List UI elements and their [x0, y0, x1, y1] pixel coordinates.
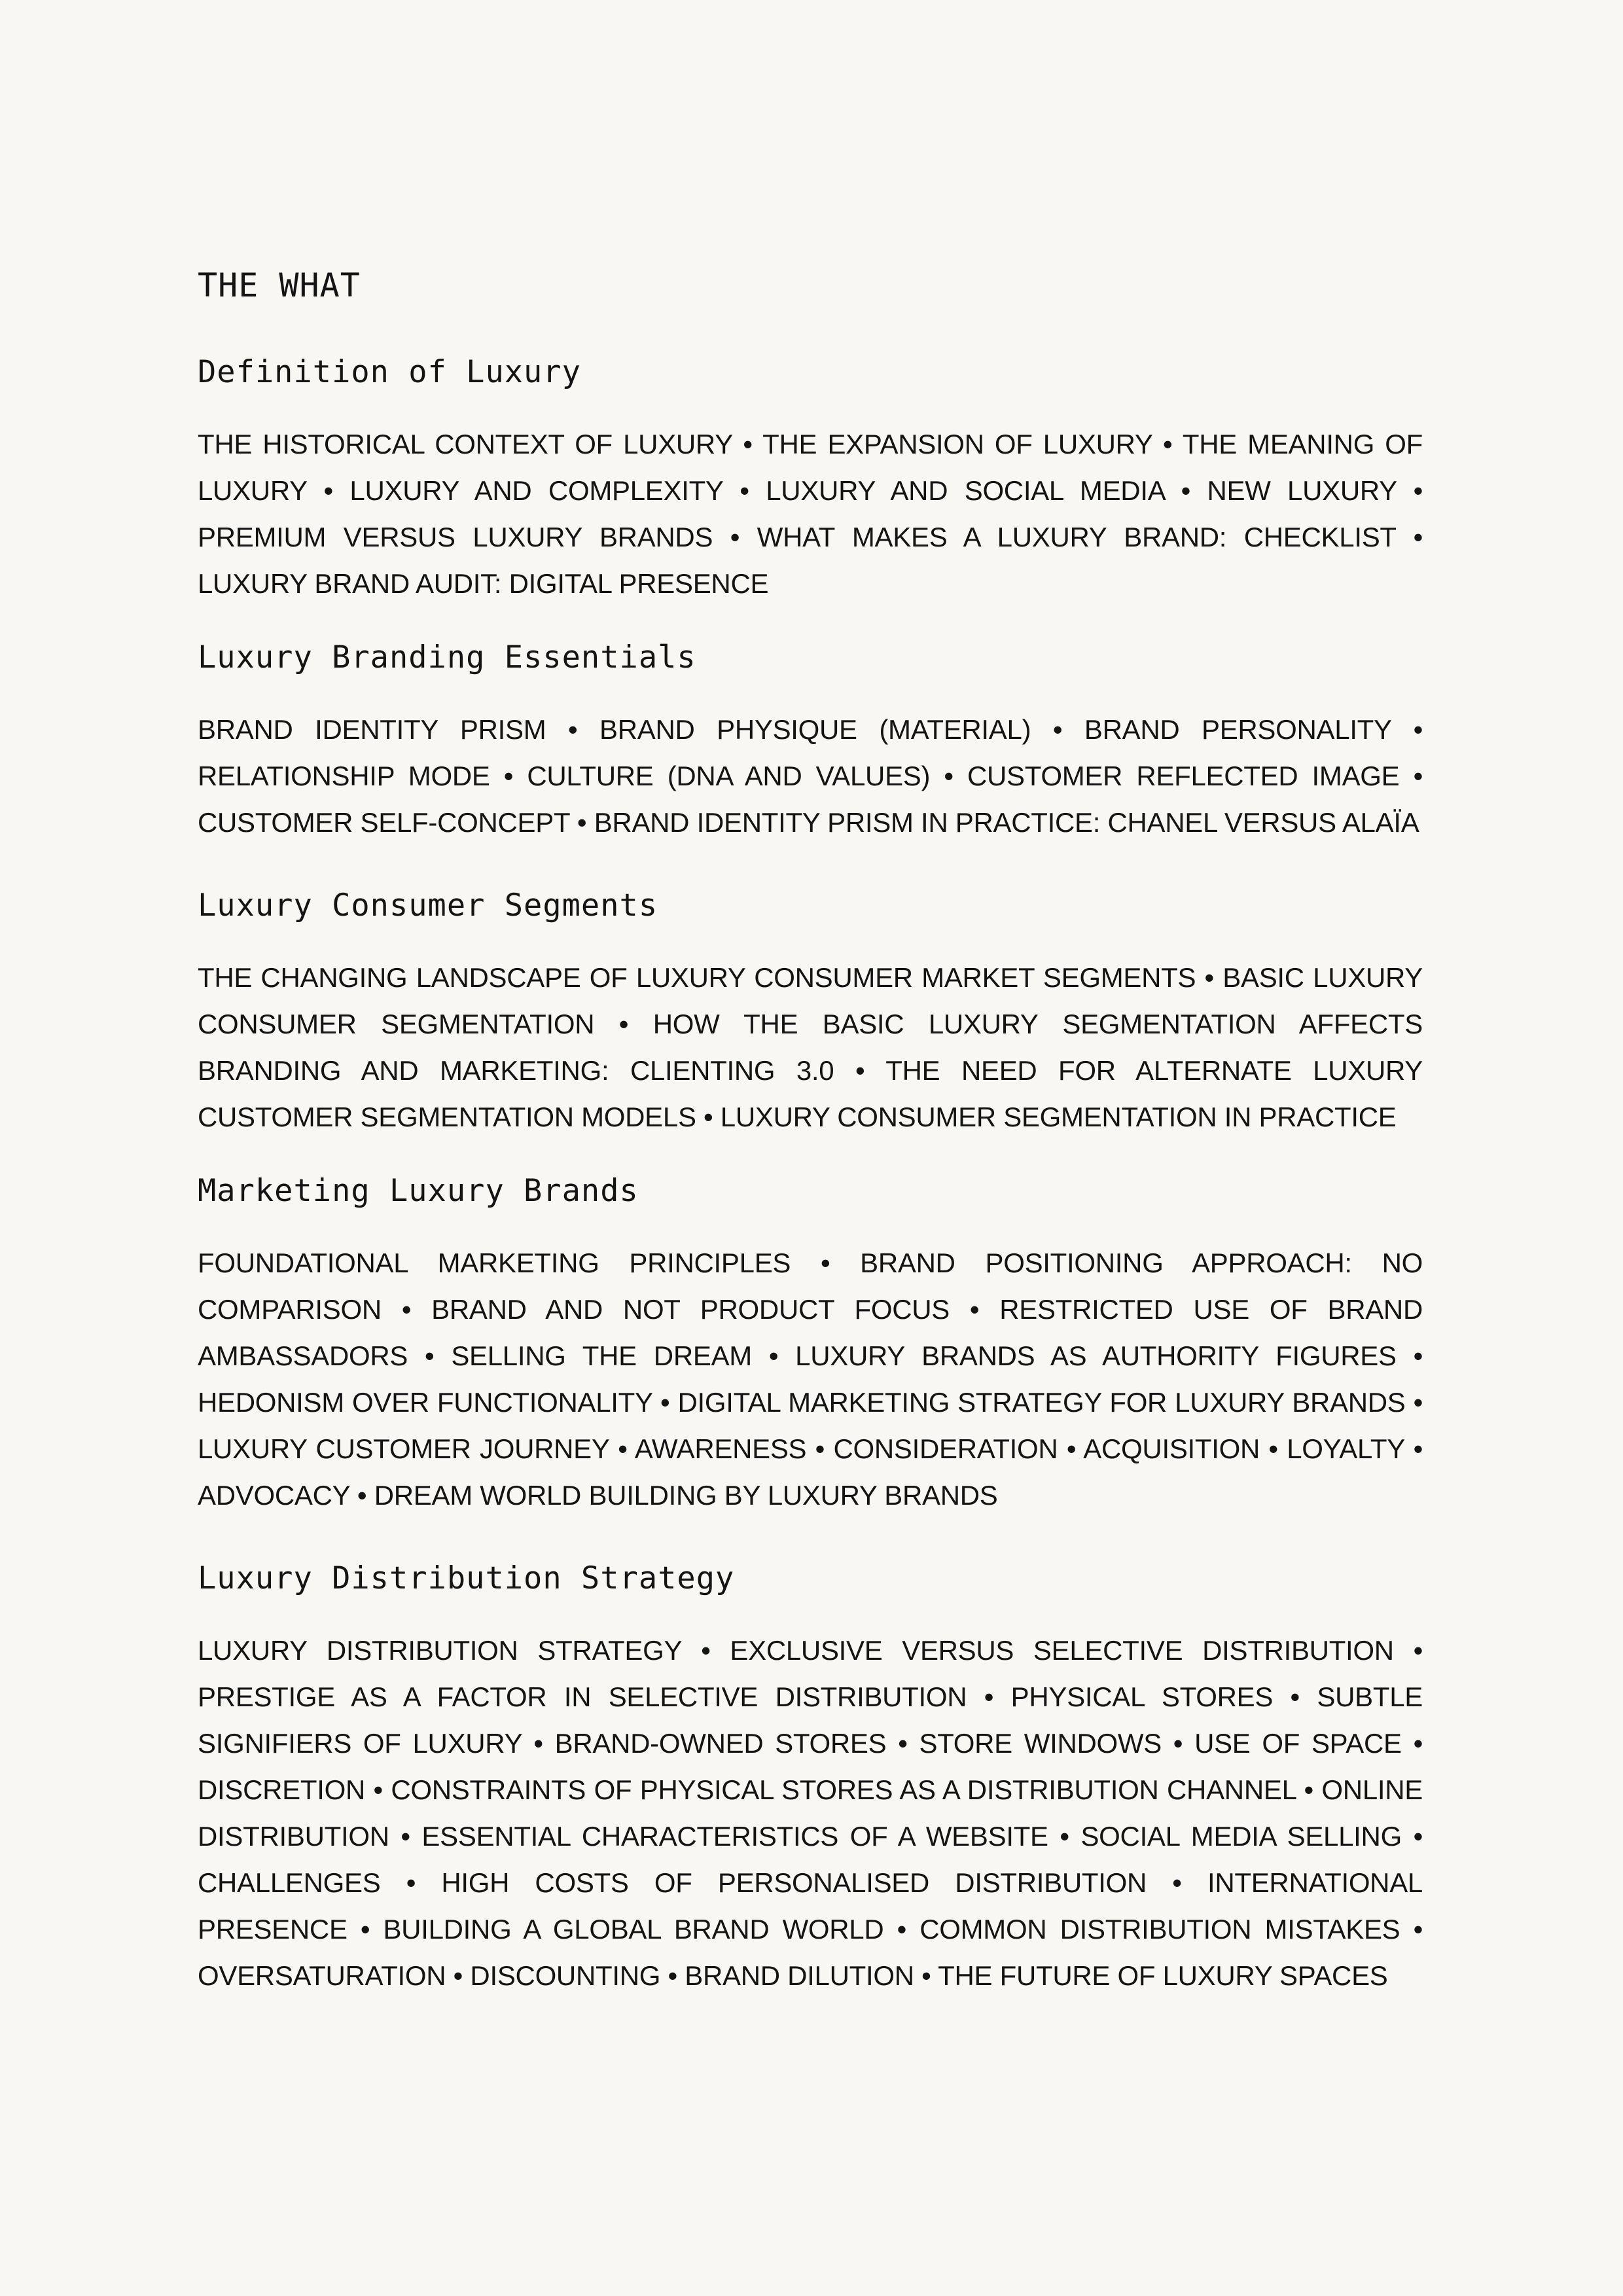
section-body: FOUNDATIONAL MARKETING PRINCIPLES • BRAND POSITIONING APPROACH: NO COMPARISON • BRAND AND NOT PRODUCT FOCUS • RESTRICTED USE OF BRAND AMBASSADORS • SELLING THE DREAM • LUXURY BRANDS AS AUTHORITY FIGURES • HEDONISM OVER FUNCTIONALITY • DIGITAL MARKETING STRATEGY FOR LUXURY BRANDS • LUXURY CUSTOMER JOURNEY • AWARENESS • CONSIDERATION • ACQUISITION • LOYALTY • ADVOCACY • DREAM WORLD BUILDING BY LUXURY BRANDS	[198, 1247, 1423, 1511]
section-heading: Luxury Consumer Segments	[198, 888, 658, 924]
section-body: THE HISTORICAL CONTEXT OF LUXURY • THE EXPANSION OF LUXURY • THE MEANING OF LUXURY • LUXURY AND COMPLEXITY • LUXURY AND SOCIAL MEDIA • NEW LUXURY • PREMIUM VERSUS LUXURY BRANDS • WHAT MAKES A LUXURY BRAND: CHECKLIST • LUXURY BRAND AUDIT: DIGITAL PRESENCE	[198, 429, 1423, 599]
section-definition-of-luxury	[198, 346, 1423, 607]
section-heading: Marketing Luxury Brands	[198, 1173, 639, 1209]
section-heading: Luxury Distribution Strategy	[198, 1560, 735, 1596]
section-body: THE CHANGING LANDSCAPE OF LUXURY CONSUMER MARKET SEGMENTS • BASIC LUXURY CONSUMER SEGMENTATION • HOW THE BASIC LUXURY SEGMENTATION AFFECTS BRANDING AND MARKETING: CLIENTING 3.0 • THE NEED FOR ALTERNATE LUXURY CUSTOMER SEGMENTATION MODELS • LUXURY CONSUMER SEGMENTATION IN PRACTICE	[198, 962, 1423, 1132]
section-heading: Definition of Luxury	[198, 354, 581, 390]
section-luxury-distribution-strategy	[198, 1552, 1423, 1999]
section-body: BRAND IDENTITY PRISM • BRAND PHYSIQUE (MATERIAL) • BRAND PERSONALITY • RELATIONSHIP MODE • CULTURE (DNA AND VALUES) • CUSTOMER REFLECTED IMAGE • CUSTOMER SELF-CONCEPT • BRAND IDENTITY PRISM IN PRACTICE: CHANEL VERSUS ALAÏA	[198, 714, 1423, 838]
document-page	[198, 259, 1423, 1999]
section-luxury-branding-essentials	[198, 632, 1423, 846]
page-title: THE WHAT	[198, 266, 361, 304]
section-luxury-consumer-segments	[198, 880, 1423, 1140]
section-body: LUXURY DISTRIBUTION STRATEGY • EXCLUSIVE VERSUS SELECTIVE DISTRIBUTION • PRESTIGE AS A FACTOR IN SELECTIVE DISTRIBUTION • PHYSICAL STORES • SUBTLE SIGNIFIERS OF LUXURY • BRAND-OWNED STORES • STORE WINDOWS • USE OF SPACE • DISCRETION • CONSTRAINTS OF PHYSICAL STORES AS A DISTRIBUTION CHANNEL • ONLINE DISTRIBUTION • ESSENTIAL CHARACTERISTICS OF A WEBSITE • SOCIAL MEDIA SELLING • CHALLENGES • HIGH COSTS OF PERSONALISED DISTRIBUTION • INTERNATIONAL PRESENCE • BUILDING A GLOBAL BRAND WORLD • COMMON DISTRIBUTION MISTAKES • OVERSATURATION • DISCOUNTING • BRAND DILUTION • THE FUTURE OF LUXURY SPACES	[198, 1635, 1423, 1991]
section-heading: Luxury Branding Essentials	[198, 639, 696, 675]
section-marketing-luxury-brands	[198, 1165, 1423, 1518]
